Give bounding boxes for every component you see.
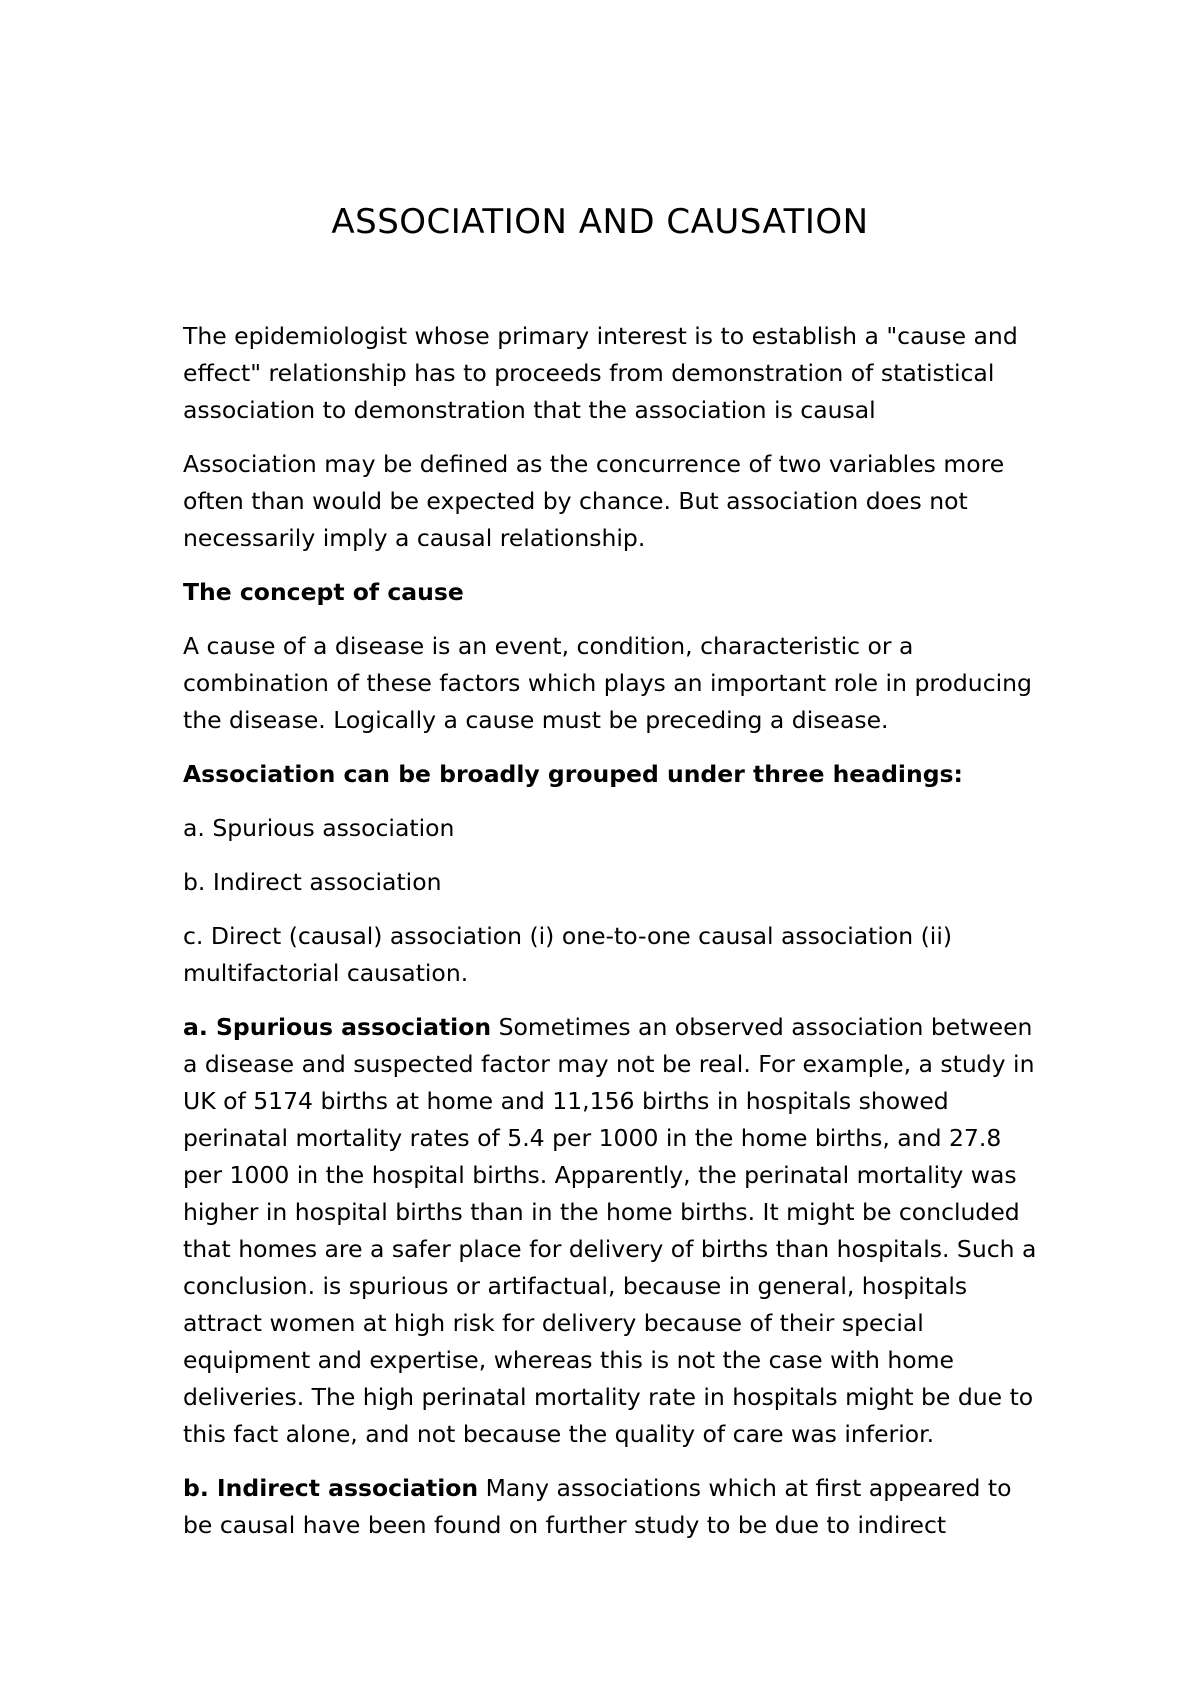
indirect-association-paragraph — [183, 1470, 1043, 1544]
document-body — [183, 318, 1043, 1561]
grouping-item-direct: c. Direct (causal) association (i) one-to-one causal association (ii) multifactorial causation. — [183, 922, 953, 987]
intro-paragraph: The epidemiologist whose primary interest is to establish a "cause and effect" relationship has to proceeds from demonstration of statistical association to demonstration that the association is causal — [183, 322, 1018, 424]
grouping-heading: Association can be broadly grouped under three headings: — [183, 760, 963, 788]
indirect-association-text: Many associations which at first appeared to be causal have been found on further study to be due to indirect — [183, 1474, 1012, 1539]
indirect-association-label: b. Indirect association — [183, 1474, 479, 1502]
spurious-association-paragraph — [183, 1009, 1043, 1453]
concept-heading: The concept of cause — [183, 578, 464, 606]
grouping-item-spurious: a. Spurious association — [183, 814, 455, 842]
grouping-item-indirect: b. Indirect association — [183, 868, 442, 896]
association-definition-paragraph: Association may be defined as the concurrence of two variables more often than would be expected by chance. But association does not necessarily imply a causal relationship. — [183, 450, 1005, 552]
spurious-association-label: a. Spurious association — [183, 1013, 492, 1041]
document-title: ASSOCIATION AND CAUSATION — [331, 202, 869, 242]
spurious-association-text: Sometimes an observed association between a disease and suspected factor may not be real. For example, a study in UK of 5174 births at home and 11,156 births in hospitals showed perinatal mortality rates of 5.4 per 1000 in the home births, and 27.8 per 1000 in the hospital births. Apparently, the perinatal mortality was higher in hospital births than in the home births. It might be concluded that homes are a safer place for delivery of births than hospitals. Such a conclusion. is spurious or artifactual, because in general, hospitals attract women at high risk for delivery because of their special equipment and expertise, whereas this is not the case with home deliveries. The high perinatal mortality rate in hospitals might be due to this fact alone, and not because the quality of care was inferior. — [183, 1013, 1037, 1448]
concept-paragraph: A cause of a disease is an event, condition, characteristic or a combination of these factors which plays an important role in producing the disease. Logically a cause must be preceding a disease. — [183, 632, 1032, 734]
